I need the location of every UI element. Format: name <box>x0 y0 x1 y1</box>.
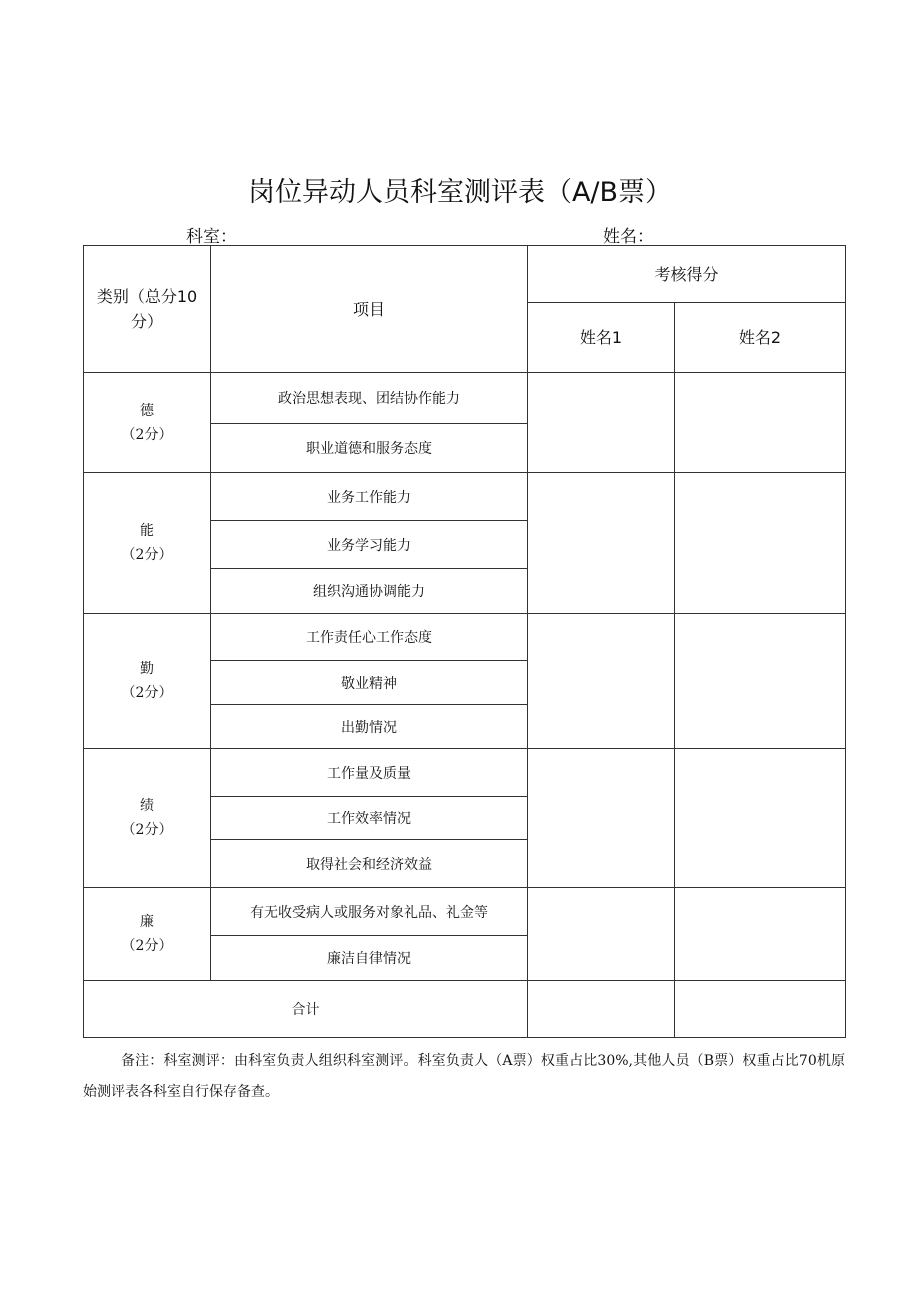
name-label: 姓名： <box>603 227 654 247</box>
category-points: （2分） <box>121 822 173 838</box>
header-name-2: 姓名2 <box>675 303 846 373</box>
score-cell-name-1[interactable] <box>528 473 675 614</box>
footnote: 备注：科室测评：由科室负责人组织科室测评。科室负责人（A票）权重占比30%,其他人员（B票）权重占比70机原始测评表各科室自行保存备查。 <box>83 1053 845 1100</box>
item-cell: 业务工作能力 <box>211 473 528 521</box>
header-name-1: 姓名1 <box>528 303 675 373</box>
category-name: 能 <box>140 523 154 539</box>
score-cell-name-1[interactable] <box>528 373 675 473</box>
score-cell-name-2[interactable] <box>675 373 846 473</box>
total-cell-name-1[interactable] <box>528 981 675 1038</box>
score-cell-name-2[interactable] <box>675 614 846 749</box>
item-cell: 廉洁自律情况 <box>211 936 528 981</box>
score-cell-name-1[interactable] <box>528 888 675 981</box>
category-cell <box>84 473 211 614</box>
item-cell: 工作量及质量 <box>211 749 528 797</box>
category-name: 廉 <box>140 914 154 930</box>
item-cell: 敬业精神 <box>211 661 528 705</box>
category-cell <box>84 888 211 981</box>
category-points: （2分） <box>121 426 173 443</box>
category-points: （2分） <box>121 547 173 563</box>
category-name: 绩 <box>140 798 154 814</box>
header-category: 类别（总分10分） <box>84 246 211 373</box>
score-cell-name-2[interactable] <box>675 473 846 614</box>
category-points: （2分） <box>121 685 173 701</box>
category-points: （2分） <box>121 938 173 954</box>
category-cell <box>84 614 211 749</box>
page-title: 岗位异动人员科室测评表（A/B票） <box>247 177 673 208</box>
category-name: 勤 <box>140 661 154 677</box>
item-cell: 有无收受病人或服务对象礼品、礼金等 <box>211 888 528 936</box>
score-cell-name-2[interactable] <box>675 749 846 888</box>
item-cell: 工作效率情况 <box>211 797 528 840</box>
category-name: 德 <box>140 402 154 419</box>
item-cell: 取得社会和经济效益 <box>211 840 528 888</box>
category-cell <box>84 749 211 888</box>
total-cell-name-2[interactable] <box>675 981 846 1038</box>
header-item: 项目 <box>211 246 528 373</box>
evaluation-table <box>83 245 846 1038</box>
score-cell-name-1[interactable] <box>528 749 675 888</box>
header-score-group: 考核得分 <box>528 246 846 303</box>
total-label: 合计 <box>84 981 528 1038</box>
item-cell: 政治思想表现、团结协作能力 <box>211 373 528 424</box>
score-cell-name-1[interactable] <box>528 614 675 749</box>
item-cell: 工作责任心工作态度 <box>211 614 528 661</box>
item-cell: 出勤情况 <box>211 705 528 749</box>
category-cell <box>84 373 211 473</box>
item-cell: 业务学习能力 <box>211 521 528 569</box>
item-cell: 组织沟通协调能力 <box>211 569 528 614</box>
department-label: 科室： <box>186 227 237 247</box>
score-cell-name-2[interactable] <box>675 888 846 981</box>
item-cell: 职业道德和服务态度 <box>211 424 528 473</box>
